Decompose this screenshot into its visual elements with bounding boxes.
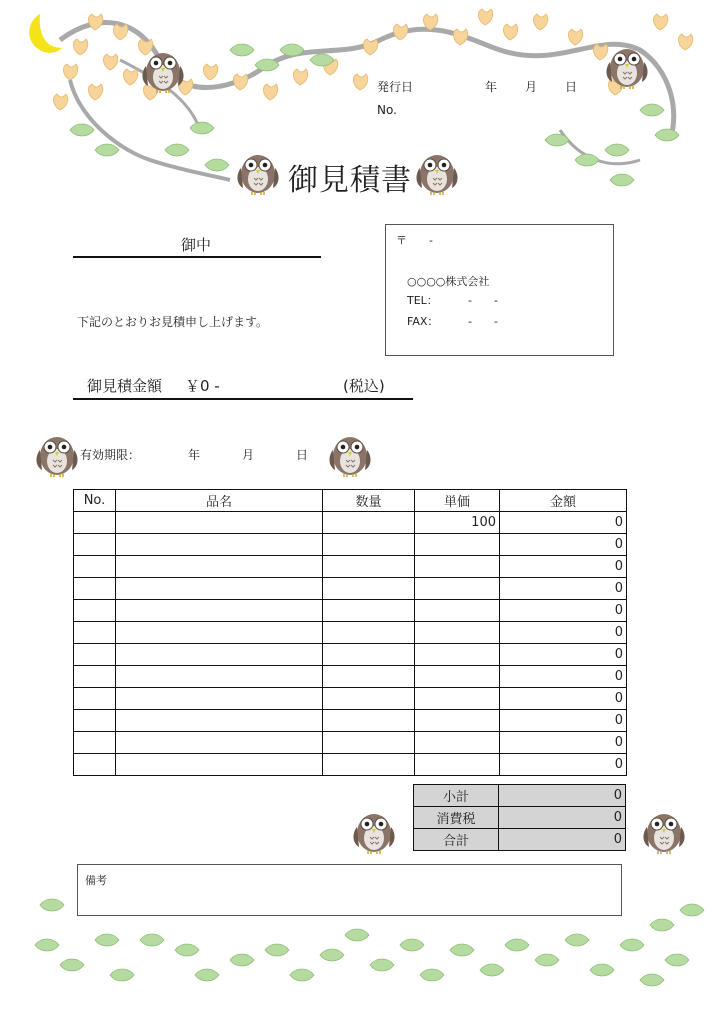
cell-amount[interactable]: 0 xyxy=(500,556,627,578)
sender-fax-value: - - xyxy=(468,315,498,328)
cell-amount[interactable]: 0 xyxy=(500,732,627,754)
owl-icon xyxy=(237,155,278,195)
cell-unit-price[interactable] xyxy=(415,622,500,644)
issue-month-label: 月 xyxy=(525,80,538,94)
cell-amount[interactable]: 0 xyxy=(500,754,627,776)
owl-icon xyxy=(416,155,457,195)
header-amount: 金額 xyxy=(500,490,627,512)
owl-icon xyxy=(36,437,77,477)
table-row xyxy=(74,732,627,754)
sender-company: ○○○○株式会社 xyxy=(407,275,490,288)
recipient-underline xyxy=(73,256,321,258)
cell-amount[interactable]: 0 xyxy=(500,512,627,534)
table-row xyxy=(74,622,627,644)
summary-row xyxy=(414,785,626,807)
cell-item[interactable] xyxy=(116,578,323,600)
table-row xyxy=(74,556,627,578)
intro-text: 下記のとおりお見積申し上げます。 xyxy=(77,315,269,329)
table-row xyxy=(74,688,627,710)
cell-qty[interactable] xyxy=(323,622,415,644)
cell-item[interactable] xyxy=(116,534,323,556)
cell-item[interactable] xyxy=(116,754,323,776)
validity-label: 有効期限： xyxy=(80,448,141,462)
summary-row xyxy=(414,807,626,829)
summary-value: 0 xyxy=(499,785,626,807)
summary-row xyxy=(414,829,626,851)
cell-item[interactable] xyxy=(116,710,323,732)
tax-included-note: (税込) xyxy=(343,377,385,395)
sender-tel-value: - - xyxy=(468,294,498,307)
cell-unit-price[interactable] xyxy=(415,710,500,732)
cell-amount[interactable]: 0 xyxy=(500,534,627,556)
summary-value: 0 xyxy=(499,829,626,851)
issue-year-label: 年 xyxy=(485,80,498,94)
cell-no[interactable] xyxy=(74,754,116,776)
cell-no[interactable] xyxy=(74,534,116,556)
header-no: No. xyxy=(74,490,116,512)
table-row xyxy=(74,644,627,666)
cell-qty[interactable] xyxy=(323,732,415,754)
owl-icon xyxy=(329,437,370,477)
summary-label: 合計 xyxy=(414,829,499,851)
cell-amount[interactable]: 0 xyxy=(500,622,627,644)
validity-year: 年 xyxy=(188,448,201,462)
cell-amount[interactable]: 0 xyxy=(500,666,627,688)
header-qty: 数量 xyxy=(323,490,415,512)
cell-no[interactable] xyxy=(74,578,116,600)
total-amount-value: ￥0 - xyxy=(185,377,220,395)
cell-no[interactable] xyxy=(74,600,116,622)
total-amount-label: 御見積金額 xyxy=(87,377,163,395)
remarks-label: 備考 xyxy=(85,874,107,887)
cell-qty[interactable] xyxy=(323,534,415,556)
cell-no[interactable] xyxy=(74,622,116,644)
cell-qty[interactable] xyxy=(323,710,415,732)
cell-no[interactable] xyxy=(74,732,116,754)
cell-qty[interactable] xyxy=(323,688,415,710)
cell-amount[interactable]: 0 xyxy=(500,644,627,666)
owl-icon xyxy=(353,814,394,854)
cell-amount[interactable]: 0 xyxy=(500,600,627,622)
table-row xyxy=(74,600,627,622)
cell-unit-price[interactable] xyxy=(415,688,500,710)
cell-item[interactable] xyxy=(116,622,323,644)
cell-unit-price[interactable] xyxy=(415,732,500,754)
sender-postal: 〒 - xyxy=(396,234,433,247)
cell-unit-price[interactable] xyxy=(415,556,500,578)
cell-qty[interactable] xyxy=(323,556,415,578)
cell-no[interactable] xyxy=(74,688,116,710)
table-row xyxy=(74,710,627,732)
summary-label: 消費税 xyxy=(414,807,499,829)
cell-no[interactable] xyxy=(74,644,116,666)
summary-label: 小計 xyxy=(414,785,499,807)
remarks-box[interactable] xyxy=(77,864,622,916)
cell-amount[interactable]: 0 xyxy=(500,578,627,600)
table-row xyxy=(74,666,627,688)
cell-amount[interactable]: 0 xyxy=(500,688,627,710)
owl-icon xyxy=(643,814,684,854)
cell-no[interactable] xyxy=(74,666,116,688)
header-unit-price: 単価 xyxy=(415,490,500,512)
cell-item[interactable] xyxy=(116,666,323,688)
cell-qty[interactable] xyxy=(323,600,415,622)
table-row xyxy=(74,754,627,776)
cell-unit-price[interactable] xyxy=(415,600,500,622)
cell-qty[interactable] xyxy=(323,754,415,776)
cell-item[interactable] xyxy=(116,600,323,622)
cell-item[interactable] xyxy=(116,732,323,754)
cell-unit-price[interactable] xyxy=(415,754,500,776)
validity-month: 月 xyxy=(242,448,255,462)
cell-no[interactable] xyxy=(74,710,116,732)
cell-item[interactable] xyxy=(116,688,323,710)
cell-qty[interactable] xyxy=(323,666,415,688)
table-row xyxy=(74,534,627,556)
cell-unit-price[interactable]: 100 xyxy=(415,512,500,534)
total-underline xyxy=(73,398,413,400)
table-row xyxy=(74,512,627,534)
cell-unit-price[interactable] xyxy=(415,644,500,666)
cell-qty[interactable] xyxy=(323,644,415,666)
validity-day: 日 xyxy=(296,448,309,462)
summary-value: 0 xyxy=(499,807,626,829)
issue-day-label: 日 xyxy=(565,80,578,94)
cell-unit-price[interactable] xyxy=(415,666,500,688)
cell-unit-price[interactable] xyxy=(415,534,500,556)
cell-no[interactable] xyxy=(74,512,116,534)
header-item: 品名 xyxy=(116,490,323,512)
cell-item[interactable] xyxy=(116,556,323,578)
cell-amount[interactable]: 0 xyxy=(500,710,627,732)
cell-qty[interactable] xyxy=(323,578,415,600)
document-number-label: No. xyxy=(377,103,397,117)
cell-item[interactable] xyxy=(116,644,323,666)
cell-no[interactable] xyxy=(74,556,116,578)
summary-table xyxy=(413,784,626,851)
sender-fax-label: FAX： xyxy=(407,315,439,328)
table-header-row xyxy=(74,490,627,512)
table-row xyxy=(74,578,627,600)
sender-tel-label: TEL： xyxy=(407,294,438,307)
cell-qty[interactable] xyxy=(323,512,415,534)
issue-date-label: 発行日 xyxy=(377,80,414,94)
recipient-honorific: 御中 xyxy=(181,236,212,254)
page-title: 御見積書 xyxy=(288,163,412,198)
cell-unit-price[interactable] xyxy=(415,578,500,600)
items-table xyxy=(73,489,627,776)
cell-item[interactable] xyxy=(116,512,323,534)
